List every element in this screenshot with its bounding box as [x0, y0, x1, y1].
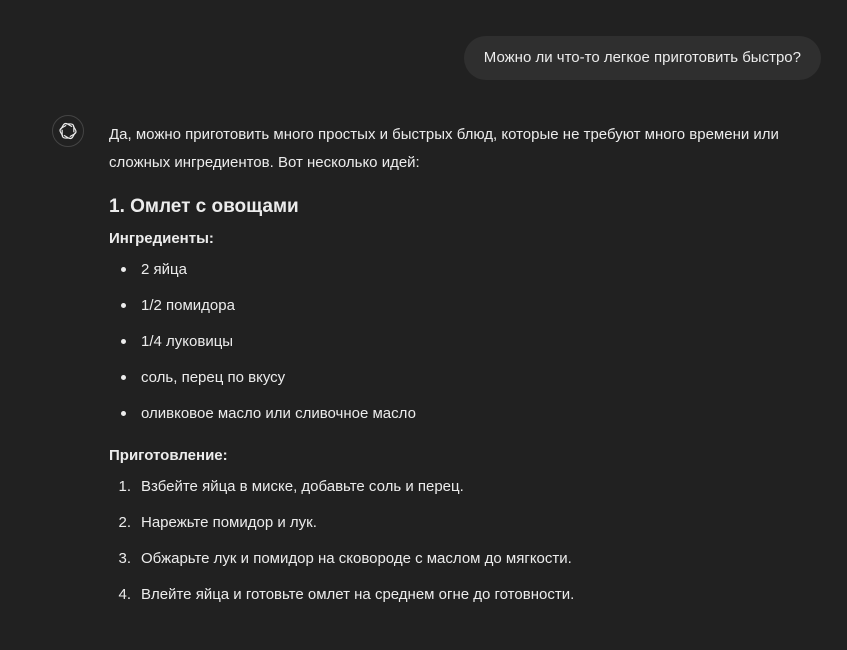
ingredient-item — [109, 256, 809, 292]
ingredient-item — [109, 328, 809, 364]
step-text: Влейте яйца и готовьте омлет на среднем огне до готовности. — [141, 586, 575, 603]
step-number: 1. — [118, 478, 131, 495]
ingredient-item — [109, 292, 809, 328]
openai-logo-icon — [52, 115, 84, 147]
bullet-icon — [121, 411, 126, 416]
steps-list — [109, 473, 809, 617]
ingredient-text: 1/4 луковицы — [141, 333, 234, 350]
ingredient-text: 1/2 помидора — [141, 297, 235, 314]
step-number: 3. — [118, 550, 131, 567]
bullet-icon — [121, 267, 126, 272]
ingredients-list — [109, 256, 809, 436]
step-item — [109, 545, 809, 581]
step-text: Нарежьте помидор и лук. — [141, 514, 317, 531]
step-item — [109, 509, 809, 545]
recipe-title: 1. Омлет с овощами — [109, 196, 299, 217]
bullet-icon — [121, 339, 126, 344]
ingredient-item — [109, 364, 809, 400]
bullet-icon — [121, 375, 126, 380]
ingredient-text: соль, перец по вкусу — [141, 369, 286, 386]
user-message-row — [464, 36, 821, 80]
step-number: 4. — [118, 586, 131, 603]
step-item — [109, 581, 809, 617]
ingredient-text: 2 яйца — [141, 261, 187, 278]
step-text: Взбейте яйца в миске, добавьте соль и перец. — [141, 478, 464, 495]
step-number: 2. — [118, 514, 131, 531]
ingredients-heading: Ингредиенты: — [109, 230, 214, 247]
user-message-bubble: Можно ли что-то легкое приготовить быстро? — [464, 36, 821, 80]
ingredient-text: оливковое масло или сливочное масло — [141, 405, 416, 422]
assistant-message — [109, 121, 809, 617]
bullet-icon — [121, 303, 126, 308]
steps-heading: Приготовление: — [109, 447, 228, 464]
ingredient-item — [109, 400, 809, 436]
step-text: Обжарьте лук и помидор на сковороде с маслом до мягкости. — [141, 550, 572, 567]
assistant-intro: Да, можно приготовить много простых и быстрых блюд, которые не требуют много времени или сложных ингредиентов. Вот несколько идей: — [109, 126, 779, 171]
step-item — [109, 473, 809, 509]
